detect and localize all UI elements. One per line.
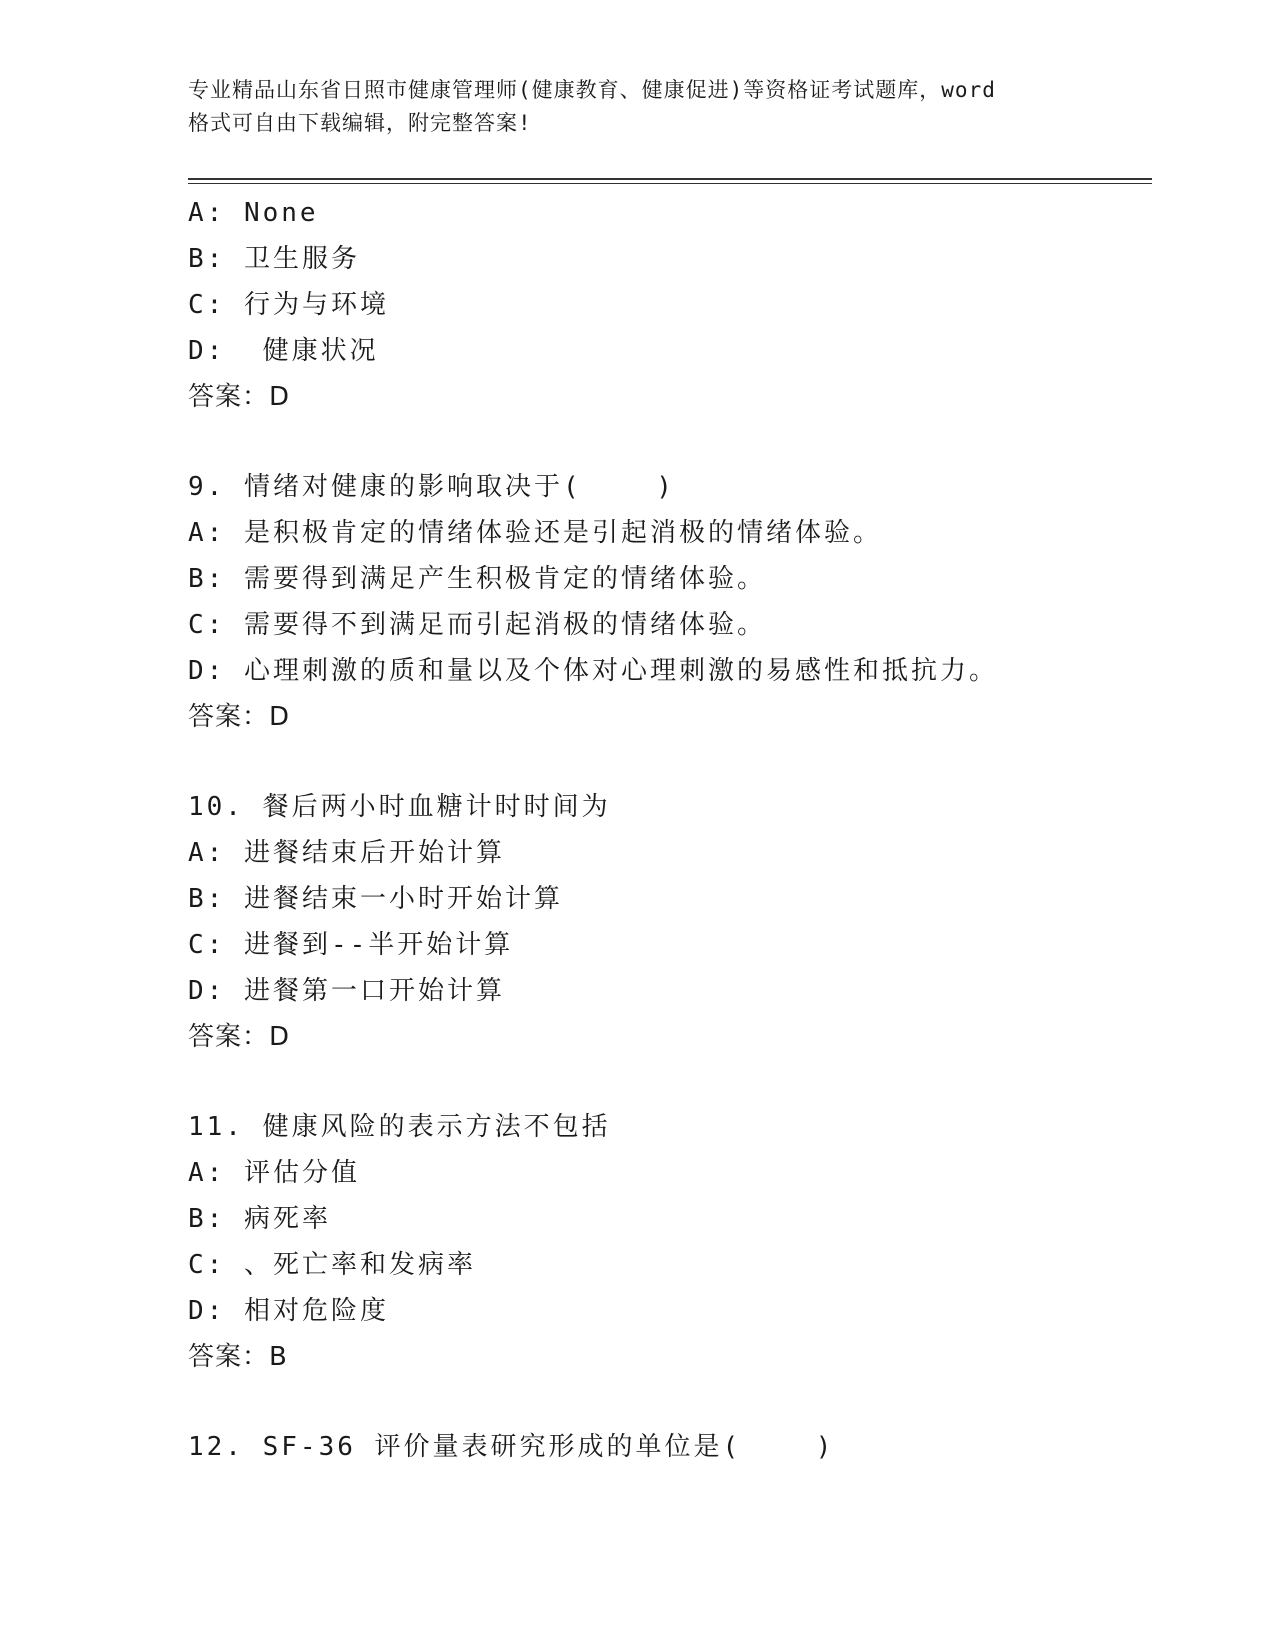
question-text: 9. 情绪对健康的影响取决于( ) <box>188 472 675 502</box>
header-divider-thick <box>188 178 1152 180</box>
option-b: B: 进餐结束一小时开始计算 <box>188 884 563 914</box>
question-text: 11. 健康风险的表示方法不包括 <box>188 1112 611 1142</box>
answer-line: 答案：D <box>188 1022 291 1052</box>
header-line-1: 专业精品山东省日照市健康管理师(健康教育、健康促进)等资格证考试题库，word <box>188 78 996 102</box>
block-spacer <box>188 1380 1152 1424</box>
option-d: D: 进餐第一口开始计算 <box>188 976 505 1006</box>
option-c: C: 、死亡率和发病率 <box>188 1250 476 1280</box>
document-header <box>188 74 1088 140</box>
option-d: D: 心理刺激的质和量以及个体对心理刺激的易感性和抵抗力。 <box>188 656 998 686</box>
option-a: A: None <box>188 198 319 228</box>
question-list <box>188 190 1152 1470</box>
block-spacer <box>188 740 1152 784</box>
block-spacer <box>188 420 1152 464</box>
question-block <box>188 784 1152 1060</box>
block-spacer <box>188 1060 1152 1104</box>
question-block <box>188 1104 1152 1380</box>
answer-line: 答案：B <box>188 1342 288 1372</box>
option-a: A: 进餐结束后开始计算 <box>188 838 505 868</box>
question-block <box>188 464 1152 740</box>
answer-line: 答案：D <box>188 702 291 732</box>
answer-line: 答案：D <box>188 382 291 412</box>
option-d: D: 健康状况 <box>188 336 379 366</box>
question-text: 12. SF-36 评价量表研究形成的单位是( ) <box>188 1432 835 1462</box>
header-divider-thin <box>188 183 1152 184</box>
option-d: D: 相对危险度 <box>188 1296 389 1326</box>
header-line-2: 格式可自由下载编辑，附完整答案! <box>188 111 532 135</box>
question-text: 10. 餐后两小时血糖计时时间为 <box>188 792 611 822</box>
option-b: B: 病死率 <box>188 1204 331 1234</box>
option-b: B: 需要得到满足产生积极肯定的情绪体验。 <box>188 564 766 594</box>
question-block <box>188 190 1152 420</box>
option-a: A: 是积极肯定的情绪体验还是引起消极的情绪体验。 <box>188 518 882 548</box>
option-c: C: 进餐到--半开始计算 <box>188 930 514 960</box>
option-c: C: 行为与环境 <box>188 290 389 320</box>
option-b: B: 卫生服务 <box>188 244 360 274</box>
option-a: A: 评估分值 <box>188 1158 360 1188</box>
option-c: C: 需要得不到满足而引起消极的情绪体验。 <box>188 610 766 640</box>
question-block <box>188 1424 1152 1470</box>
